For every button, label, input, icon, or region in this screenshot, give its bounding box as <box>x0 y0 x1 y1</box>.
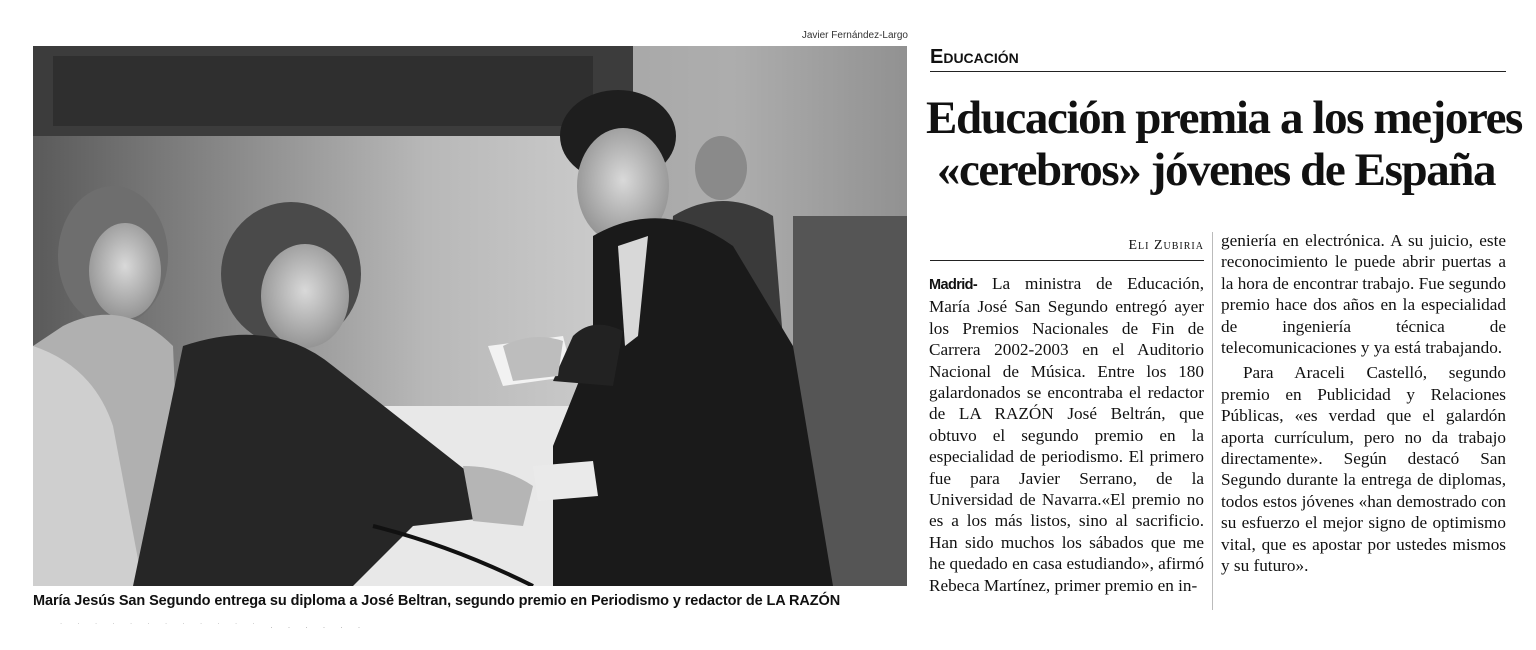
column2-paragraph-2: Para Araceli Castelló, segundo premio en Publicidad y Relaciones Públicas, «es verdad que el galardón aporta currículum, pero no da trabajo directamente». Según destacó San Segundo durante la entrega de diplomas, todos estos jóvenes «han demostrado con su esfuerzo el mejor signo de optimismo vital, que es apostar por ustedes mismos y su futuro». <box>1221 363 1506 576</box>
award-ceremony-photo <box>33 46 907 586</box>
article-column-2 <box>1221 230 1506 577</box>
photo-credit: Javier Fernández-Largo <box>801 30 908 41</box>
headline <box>926 92 1522 196</box>
column2-paragraph-1: geniería en electrónica. A su juicio, este reconocimiento le puede abrir puertas a la hora de encontrar trabajo. Fue segundo premio hace dos años en la especialidad de ingeniería técnica de telecomunicaciones y ya está trabajando. <box>1221 231 1506 358</box>
headline-line-2: «cerebros» jóvenes de España <box>936 144 1496 196</box>
print-artifacts: ˙ ˙ ˙ ˙ ˙ ˙ ˙ ˙ ˙ ˙ ˙ ˙ · · · · · · <box>60 622 367 632</box>
article-column-1 <box>929 273 1204 596</box>
news-photo <box>33 46 907 586</box>
photo-caption: María Jesús San Segundo entrega su diploma a José Beltran, segundo premio en Periodismo y redactor de LA RAZÓN <box>33 593 841 609</box>
section-label: Educación <box>930 46 1506 72</box>
headline-line-1: Educación premia a los mejores <box>926 92 1522 144</box>
dateline: Madrid- <box>929 277 978 293</box>
column1-text: La ministra de Educación, María José San Segundo entregó ayer los Premios Nacionales de Fin de Carrera 2002-2003 en el Auditorio Nacional de Música. Entre los 180 galardonados se encontraba el redactor de LA RAZÓN José Beltrán, que obtuvo el segundo premio en la especialidad de periodismo. El primero fue para Javier Serrano, de la Universidad de Navarra.«El premio no es a los más listos, sino al sacrificio. Han sido muchos los sábados que me he quedado en casa estudiando», afirmó Rebeca Martínez, primer premio en in- <box>929 274 1204 595</box>
column-divider <box>1212 232 1213 610</box>
byline: Eli Zubiria <box>930 238 1204 261</box>
